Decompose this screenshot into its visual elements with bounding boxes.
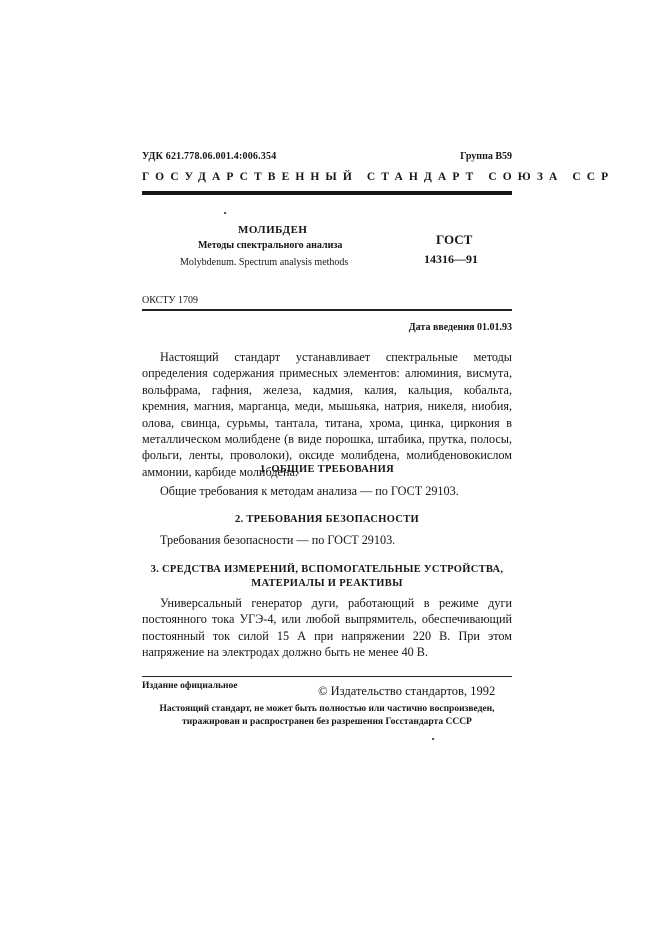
section-1-text: Общие требования к методам анализа — по ГОСТ 29103. — [160, 484, 459, 498]
section-3-paragraph: Универсальный генератор дуги, работающий в режиме дуги постоянного тока УГЭ-4, или любой выпрямитель, обеспечивающий постоянный ток силой 15 А при напряжении 220 В. При этом напряжение на электродах должно быть не менее 40 В. — [142, 596, 512, 660]
reproduction-notice — [142, 703, 512, 728]
copyright-notice: © Издательство стандартов, 1992 — [318, 684, 496, 698]
subtitle-russian: Методы спектрального анализа — [198, 240, 343, 251]
state-standard-heading: ГОСУДАРСТВЕННЫЙ СТАНДАРТ СОЮЗА ССР — [142, 171, 615, 183]
section-2-title: 2. ТРЕБОВАНИЯ БЕЗОПАСНОСТИ — [234, 514, 420, 525]
section-3-title-line2: МАТЕРИАЛЫ И РЕАКТИВЫ — [251, 578, 403, 589]
gost-number: 14316—91 — [424, 252, 478, 266]
reproduction-notice-line2: тиражирован и распространен без разрешения Госстандарта СССР — [182, 716, 472, 727]
reproduction-notice-line1: Настоящий стандарт, не может быть полностью или частично воспроизведен, — [159, 704, 495, 714]
oksty-code: ОКСТУ 1709 — [142, 295, 199, 306]
oksty-rule — [142, 309, 512, 311]
speck-mark — [432, 738, 434, 740]
intro-paragraph: Настоящий стандарт устанавливает спектральные методы определения содержания примесных элементов: алюминия, висмута, вольфрама, гафния, железа, кадмия, калия, кальция, кобальта, кремния, магния, марганца, меди, мышьяка, натрия, никеля, ниобия, олова, свинца, сурьмы, тантала, титана, хрома, цинка, циркония в металлическом молибдене (в виде порошка, штабика, прутка, полосы, фольги, ленты, проволоки), оксиде молибдена, молибденовокислом аммонии, карбиде молибдена. — [142, 350, 512, 479]
speck-mark — [224, 212, 226, 214]
group-code: Группа В59 — [460, 151, 512, 162]
footer-rule — [142, 676, 512, 677]
document-title: МОЛИБДЕН — [238, 224, 308, 236]
gost-label: ГОСТ — [436, 232, 473, 247]
section-1-title: 1. ОБЩИЕ ТРЕБОВАНИЯ — [260, 464, 394, 475]
official-edition-label: Издание официальное — [142, 681, 238, 691]
section-2-text: Требования безопасности — по ГОСТ 29103. — [160, 533, 396, 547]
subtitle-english: Molybdenum. Spectrum analysis methods — [180, 257, 349, 268]
introduction-date: Дата введения 01.01.93 — [408, 322, 512, 333]
header-rule — [142, 191, 512, 195]
section-3-title-line1: 3. СРЕДСТВА ИЗМЕРЕНИЙ, ВСПОМОГАТЕЛЬНЫЕ УСТРОЙСТВА, — [150, 564, 504, 575]
udk-code: УДК 621.778.06.001.4:006.354 — [142, 151, 277, 162]
